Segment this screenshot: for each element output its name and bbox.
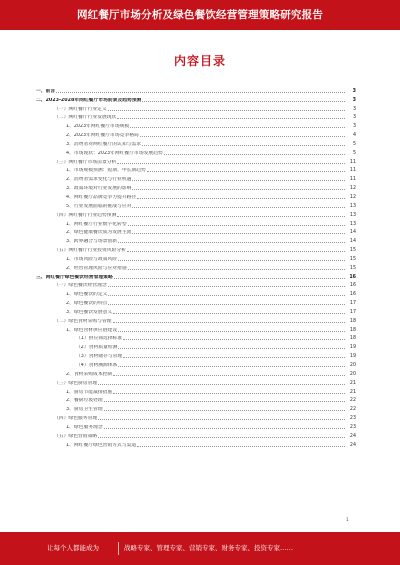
toc-entry-page: 5 [352, 141, 356, 147]
toc-leader-dots [104, 400, 345, 402]
toc-heading: 内容目录 [173, 54, 226, 68]
toc-entry-title: 2、经营管理风险与应对措施 [66, 265, 127, 271]
toc-leader-dots [108, 109, 345, 111]
toc-entry[interactable] [36, 350, 356, 359]
toc-leader-dots [108, 285, 345, 287]
toc-entry[interactable] [36, 377, 356, 386]
toc-entry-title: （四）网红餐厅行业趋势预测 [54, 212, 117, 218]
header-bar [0, 0, 400, 30]
toc-leader-dots [164, 153, 345, 155]
toc-entry-page: 3 [352, 97, 356, 103]
toc-leader-dots [118, 365, 345, 367]
toc-entry[interactable] [36, 421, 356, 430]
toc-entry-title: 三、网红餐厅绿色餐饮经营管理策略 [36, 274, 113, 280]
toc-leader-dots [117, 117, 345, 119]
toc-leader-dots [137, 197, 345, 199]
toc-entry-page: 16 [349, 283, 356, 289]
toc-leader-dots [104, 409, 345, 411]
toc-entry-page: 14 [349, 230, 356, 236]
toc-entry-page: 19 [349, 354, 356, 360]
toc-entry[interactable] [36, 253, 356, 262]
toc-entry-page: 11 [349, 159, 356, 165]
toc-entry-page: 24 [349, 433, 356, 439]
toc-entry-page: 14 [349, 239, 356, 245]
toc-leader-dots [104, 427, 345, 429]
toc-leader-dots [147, 170, 345, 172]
toc-leader-dots [56, 91, 345, 93]
toc-leader-dots [142, 100, 345, 102]
toc-entry-page: 12 [349, 194, 356, 200]
toc-entry-title: （四）绿色服务管理 [54, 416, 98, 422]
toc-entry-title: 5、行业发展面临的挑战与应对 [66, 203, 132, 209]
toc-leader-dots [128, 224, 345, 226]
toc-leader-dots [98, 418, 345, 420]
toc-entry[interactable] [36, 412, 356, 421]
toc-entry-title: 4、网红餐厅品牌竞争力提升路径 [66, 194, 137, 200]
toc-entry-title: 3、消费者对网红餐厅的认知与需求 [66, 141, 142, 147]
toc-entry[interactable] [36, 306, 356, 315]
toc-entry-page: 19 [349, 345, 356, 351]
toc-entry[interactable] [36, 368, 356, 377]
toc-leader-dots [118, 259, 345, 261]
toc-entry-page: 13 [349, 212, 356, 218]
toc-entry-page: 11 [349, 177, 356, 183]
toc-entry[interactable] [36, 430, 356, 439]
toc-entry-page: 18 [349, 318, 356, 324]
toc-entry[interactable] [36, 120, 356, 129]
toc-entry-title: 二、2023-2028年网红餐厅市场前景及趋势预测 [36, 97, 142, 103]
toc-entry-page: 22 [349, 398, 356, 404]
toc-leader-dots [132, 232, 345, 234]
toc-entry-page: 3 [352, 88, 356, 94]
toc-entry[interactable] [36, 280, 356, 289]
toc-entry[interactable] [36, 156, 356, 165]
toc-entry[interactable] [36, 227, 356, 236]
toc-entry-page: 16 [349, 274, 356, 280]
toc-entry[interactable] [36, 94, 356, 103]
toc-entry-title: 1、网红餐厅绿色营销方式与渠道 [66, 442, 137, 448]
toc-entry[interactable] [36, 165, 356, 174]
toc-entry-title: 3、政策环境对行业发展的影响 [66, 186, 132, 192]
toc-entry-title: 1、厨房节能减排措施 [66, 389, 113, 395]
toc-entry-page: 18 [349, 336, 356, 342]
toc-leader-dots [114, 277, 345, 279]
toc-entry[interactable] [36, 85, 356, 94]
toc-leader-dots [132, 188, 345, 190]
toc-entry-page: 4 [352, 133, 356, 139]
toc-leader-dots [108, 294, 345, 296]
toc-leader-dots [132, 179, 345, 181]
toc-entry-page: 3 [352, 115, 356, 121]
toc-entry-title: （五）网红餐厅行业投资风险分析 [54, 248, 126, 254]
toc-entry[interactable] [36, 359, 356, 368]
toc-leader-dots [98, 436, 345, 438]
toc-entry-title: （一）绿色餐饮经营理念 [54, 283, 107, 289]
toc-entry[interactable] [36, 333, 356, 342]
toc-entry[interactable] [36, 209, 356, 218]
toc-entry[interactable] [36, 403, 356, 412]
toc-entry-page: 20 [349, 371, 356, 377]
toc-leader-dots [113, 312, 345, 314]
footer-bar [0, 532, 400, 565]
toc-entry[interactable] [36, 386, 356, 395]
toc-entry[interactable] [36, 235, 356, 244]
toc-leader-dots [113, 374, 345, 376]
toc-entry[interactable] [36, 218, 356, 227]
toc-entry-title: 3、绿色餐饮发展意义 [66, 309, 113, 315]
toc-entry[interactable] [36, 244, 356, 253]
toc-entry[interactable] [36, 129, 356, 138]
toc-entry-page: 15 [349, 265, 356, 271]
toc-entry-title: 1、网红餐厅行业数字化转型 [66, 221, 127, 227]
toc-leader-dots [98, 383, 345, 385]
toc-leader-dots [128, 268, 345, 270]
toc-leader-dots [113, 321, 345, 323]
toc-entry-page: 22 [349, 407, 356, 413]
toc-entry-title: 2、消费者需求变化与行业机遇 [66, 177, 132, 183]
toc-leader-dots [140, 135, 345, 137]
toc-entry[interactable] [36, 324, 356, 333]
footer-slogan-right: 战略专家、管理专家、营销专家、财务专家、投资专家…… [124, 544, 293, 552]
toc-entry-title: 1、绿色食材供应链建设 [66, 327, 118, 333]
toc-entry-page: 18 [349, 327, 356, 333]
toc-entry-title: 2、绿色健康餐饮成为发展主流 [66, 230, 132, 236]
toc-entry[interactable] [36, 200, 356, 209]
toc-entry-title: （3）食材储存与管理 [76, 354, 123, 360]
toc-entry-page: 15 [349, 256, 356, 262]
report-title: 网红餐厅市场分析及绿色餐饮经营管理策略研究报告 [76, 9, 324, 21]
toc-leader-dots [132, 206, 345, 208]
toc-entry-title: 2、绿色餐饮的特点 [66, 301, 108, 307]
toc-entry[interactable] [36, 138, 356, 147]
toc-entry-page: 17 [349, 301, 356, 307]
toc-entry[interactable] [36, 173, 356, 182]
toc-entry-title: 1、绿色餐饮的定义 [66, 292, 108, 298]
toc-entry-page: 12 [349, 186, 356, 192]
toc-entry[interactable] [36, 271, 356, 280]
toc-entry-title: 2、餐厨垃圾处理 [66, 398, 103, 404]
toc-entry[interactable] [36, 262, 356, 271]
toc-entry-title: 一、前言 [36, 88, 56, 94]
toc-leader-dots [118, 347, 345, 349]
toc-entry-title: 2、食材采购成本控制 [66, 371, 113, 377]
toc-entry-title: （二）网红餐厅行业发展现状 [54, 115, 117, 121]
toc-entry-page: 3 [352, 106, 356, 112]
page-number: 1 [346, 518, 349, 523]
toc-entry-page: 24 [349, 442, 356, 448]
toc-entry-page: 16 [349, 292, 356, 298]
toc-leader-dots [137, 445, 345, 447]
toc-entry-page: 17 [349, 309, 356, 315]
toc-entry-page: 21 [349, 389, 356, 395]
toc-entry-title: 1、市场规模预测：短期、中长期趋势 [66, 168, 146, 174]
toc-entry[interactable] [36, 297, 356, 306]
toc-leader-dots [123, 338, 345, 340]
toc-entry-title: 2、2023年网红餐厅市场竞争格局 [66, 133, 139, 139]
toc-entry-title: （2）食材质量检测 [76, 345, 118, 351]
toc-entry-page: 3 [352, 124, 356, 130]
toc-entry-title: （二）绿色食材采购与管理 [54, 318, 112, 324]
toc-leader-dots [130, 126, 345, 128]
toc-entry[interactable] [36, 147, 356, 156]
toc-leader-dots [113, 392, 345, 394]
toc-entry-title: （三）网红餐厅市场前景分析 [54, 159, 117, 165]
toc-entry-page: 13 [349, 203, 356, 209]
toc-entry-title: 1、绿色服务理念 [66, 424, 103, 430]
footer-slogan-left: 让每个人都能成为 [47, 544, 99, 552]
toc-entry[interactable] [36, 341, 356, 350]
toc-leader-dots [108, 303, 345, 305]
toc-entry-page: 20 [349, 363, 356, 368]
toc-entry-page: 21 [349, 380, 356, 386]
toc-entry-title: 3、厨房卫生管理 [66, 407, 103, 413]
toc-entry-page: 23 [349, 424, 356, 430]
toc-leader-dots [123, 356, 345, 358]
toc-entry-title: 3、跨界融合与场景创新 [66, 239, 118, 245]
toc-leader-dots [142, 144, 345, 146]
toc-entry[interactable] [36, 103, 356, 112]
toc-entry-title: 4、市场现状：2023年网红餐厅市场发展趋势 [66, 150, 163, 156]
toc-entry-page: 5 [352, 150, 356, 156]
toc-entry[interactable] [36, 315, 356, 324]
toc-entry-page: 13 [349, 221, 356, 227]
toc-entry-page: 23 [349, 416, 356, 422]
toc-entry-title: （三）绿色厨房管理 [54, 380, 98, 386]
toc-entry[interactable] [36, 288, 356, 297]
footer-divider [118, 542, 119, 555]
toc-entry[interactable] [36, 439, 356, 448]
table-of-contents [36, 85, 356, 448]
toc-leader-dots [118, 330, 345, 332]
toc-leader-dots [117, 215, 345, 217]
toc-entry[interactable] [36, 112, 356, 121]
toc-leader-dots [117, 162, 345, 164]
toc-entry[interactable] [36, 191, 356, 200]
toc-entry-title: 1、市场风险与政策风险 [66, 256, 118, 262]
toc-entry[interactable] [36, 395, 356, 404]
toc-entry-title: 1、2023年网红餐厅市场规模 [66, 124, 130, 130]
toc-entry[interactable] [36, 182, 356, 191]
toc-leader-dots [127, 250, 345, 252]
toc-entry-title: （一）网红餐厅行业定义 [54, 106, 107, 112]
toc-entry-title: （五）绿色营销策略 [54, 433, 98, 439]
toc-entry-page: 11 [349, 168, 356, 174]
toc-entry-page: 15 [349, 248, 356, 254]
toc-entry-title: （4）食材溯源体系 [76, 363, 118, 368]
toc-leader-dots [118, 241, 345, 243]
toc-entry-title: （1）供应商选择标准 [76, 336, 123, 342]
